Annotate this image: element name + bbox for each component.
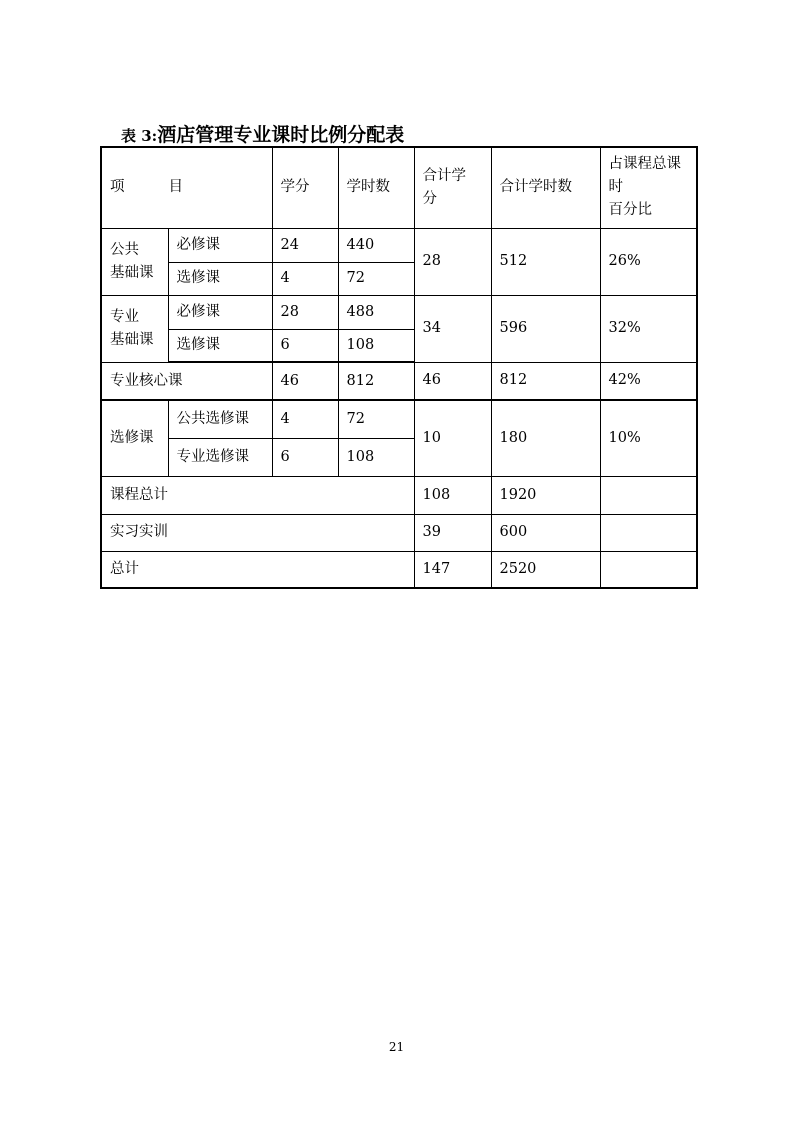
table-row bbox=[101, 514, 697, 551]
course-total-hours: 1920 bbox=[491, 476, 600, 514]
table-row bbox=[101, 551, 697, 588]
major-core-total-credits: 46 bbox=[414, 362, 491, 400]
major-core-credits: 46 bbox=[272, 362, 338, 400]
public-electives-hours: 72 bbox=[338, 400, 414, 438]
major-basic-elective-hours: 108 bbox=[338, 329, 414, 362]
header-credits: 学分 bbox=[272, 147, 338, 228]
major-basic-total-credits: 34 bbox=[414, 295, 491, 362]
course-total-percent bbox=[600, 476, 697, 514]
course-total-label: 课程总计 bbox=[101, 476, 414, 514]
public-basic-label-line2: 基础课 bbox=[110, 264, 154, 281]
header-item bbox=[101, 147, 272, 228]
public-basic-elective-label: 选修课 bbox=[168, 262, 272, 295]
header-percent-line2: 时 bbox=[608, 179, 623, 196]
header-percent-line3: 百分比 bbox=[608, 202, 652, 219]
public-basic-label bbox=[101, 228, 168, 295]
public-electives-label: 公共选修课 bbox=[168, 400, 272, 438]
major-basic-label bbox=[101, 295, 168, 362]
table-number: 表 3: bbox=[121, 127, 158, 145]
table-caption bbox=[121, 123, 404, 148]
electives-label: 选修课 bbox=[101, 400, 168, 476]
practice-hours: 600 bbox=[491, 514, 600, 551]
header-total-hours: 合计学时数 bbox=[491, 147, 600, 228]
header-item-right: 目 bbox=[168, 179, 183, 196]
grand-total-label: 总计 bbox=[101, 551, 414, 588]
grand-total-hours: 2520 bbox=[491, 551, 600, 588]
electives-total-credits: 10 bbox=[414, 400, 491, 476]
table-row bbox=[101, 228, 697, 262]
major-basic-required-label: 必修课 bbox=[168, 295, 272, 329]
public-basic-percent: 26% bbox=[600, 228, 697, 295]
major-electives-label: 专业选修课 bbox=[168, 438, 272, 476]
header-percent-line1: 占课程总课 bbox=[608, 156, 681, 173]
electives-percent: 10% bbox=[600, 400, 697, 476]
major-basic-required-hours: 488 bbox=[338, 295, 414, 329]
public-basic-required-hours: 440 bbox=[338, 228, 414, 262]
header-total-credits bbox=[414, 147, 491, 228]
public-basic-required-label: 必修课 bbox=[168, 228, 272, 262]
major-core-label: 专业核心课 bbox=[101, 362, 272, 400]
grand-total-credits: 147 bbox=[414, 551, 491, 588]
public-basic-label-line1: 公共 bbox=[110, 241, 139, 258]
major-basic-label-line2: 基础课 bbox=[110, 331, 154, 348]
grand-total-percent bbox=[600, 551, 697, 588]
major-core-hours: 812 bbox=[338, 362, 414, 400]
table-row bbox=[101, 400, 697, 438]
electives-total-hours: 180 bbox=[491, 400, 600, 476]
major-core-total-hours: 812 bbox=[491, 362, 600, 400]
public-electives-credits: 4 bbox=[272, 400, 338, 438]
public-basic-required-credits: 24 bbox=[272, 228, 338, 262]
header-total-credits-line1: 合计学 bbox=[422, 167, 466, 184]
table-title: 酒店管理专业课时比例分配表 bbox=[157, 124, 405, 146]
major-basic-required-credits: 28 bbox=[272, 295, 338, 329]
public-basic-total-credits: 28 bbox=[414, 228, 491, 295]
practice-label: 实习实训 bbox=[101, 514, 414, 551]
major-basic-label-line1: 专业 bbox=[110, 308, 139, 325]
public-basic-total-hours: 512 bbox=[491, 228, 600, 295]
course-hours-table bbox=[100, 146, 698, 589]
practice-credits: 39 bbox=[414, 514, 491, 551]
major-basic-elective-label: 选修课 bbox=[168, 329, 272, 362]
public-basic-elective-hours: 72 bbox=[338, 262, 414, 295]
major-electives-hours: 108 bbox=[338, 438, 414, 476]
table-row bbox=[101, 295, 697, 329]
header-percent bbox=[600, 147, 697, 228]
header-total-credits-line2: 分 bbox=[422, 190, 437, 207]
major-electives-credits: 6 bbox=[272, 438, 338, 476]
major-basic-elective-credits: 6 bbox=[272, 329, 338, 362]
table-row bbox=[101, 362, 697, 400]
course-total-credits: 108 bbox=[414, 476, 491, 514]
public-basic-elective-credits: 4 bbox=[272, 262, 338, 295]
major-core-percent: 42% bbox=[600, 362, 697, 400]
major-basic-percent: 32% bbox=[600, 295, 697, 362]
page-number: 21 bbox=[388, 1040, 405, 1054]
header-hours: 学时数 bbox=[338, 147, 414, 228]
practice-percent bbox=[600, 514, 697, 551]
major-basic-total-hours: 596 bbox=[491, 295, 600, 362]
table-header-row bbox=[101, 147, 697, 228]
table-row bbox=[101, 476, 697, 514]
header-item-left: 项 bbox=[110, 179, 125, 196]
